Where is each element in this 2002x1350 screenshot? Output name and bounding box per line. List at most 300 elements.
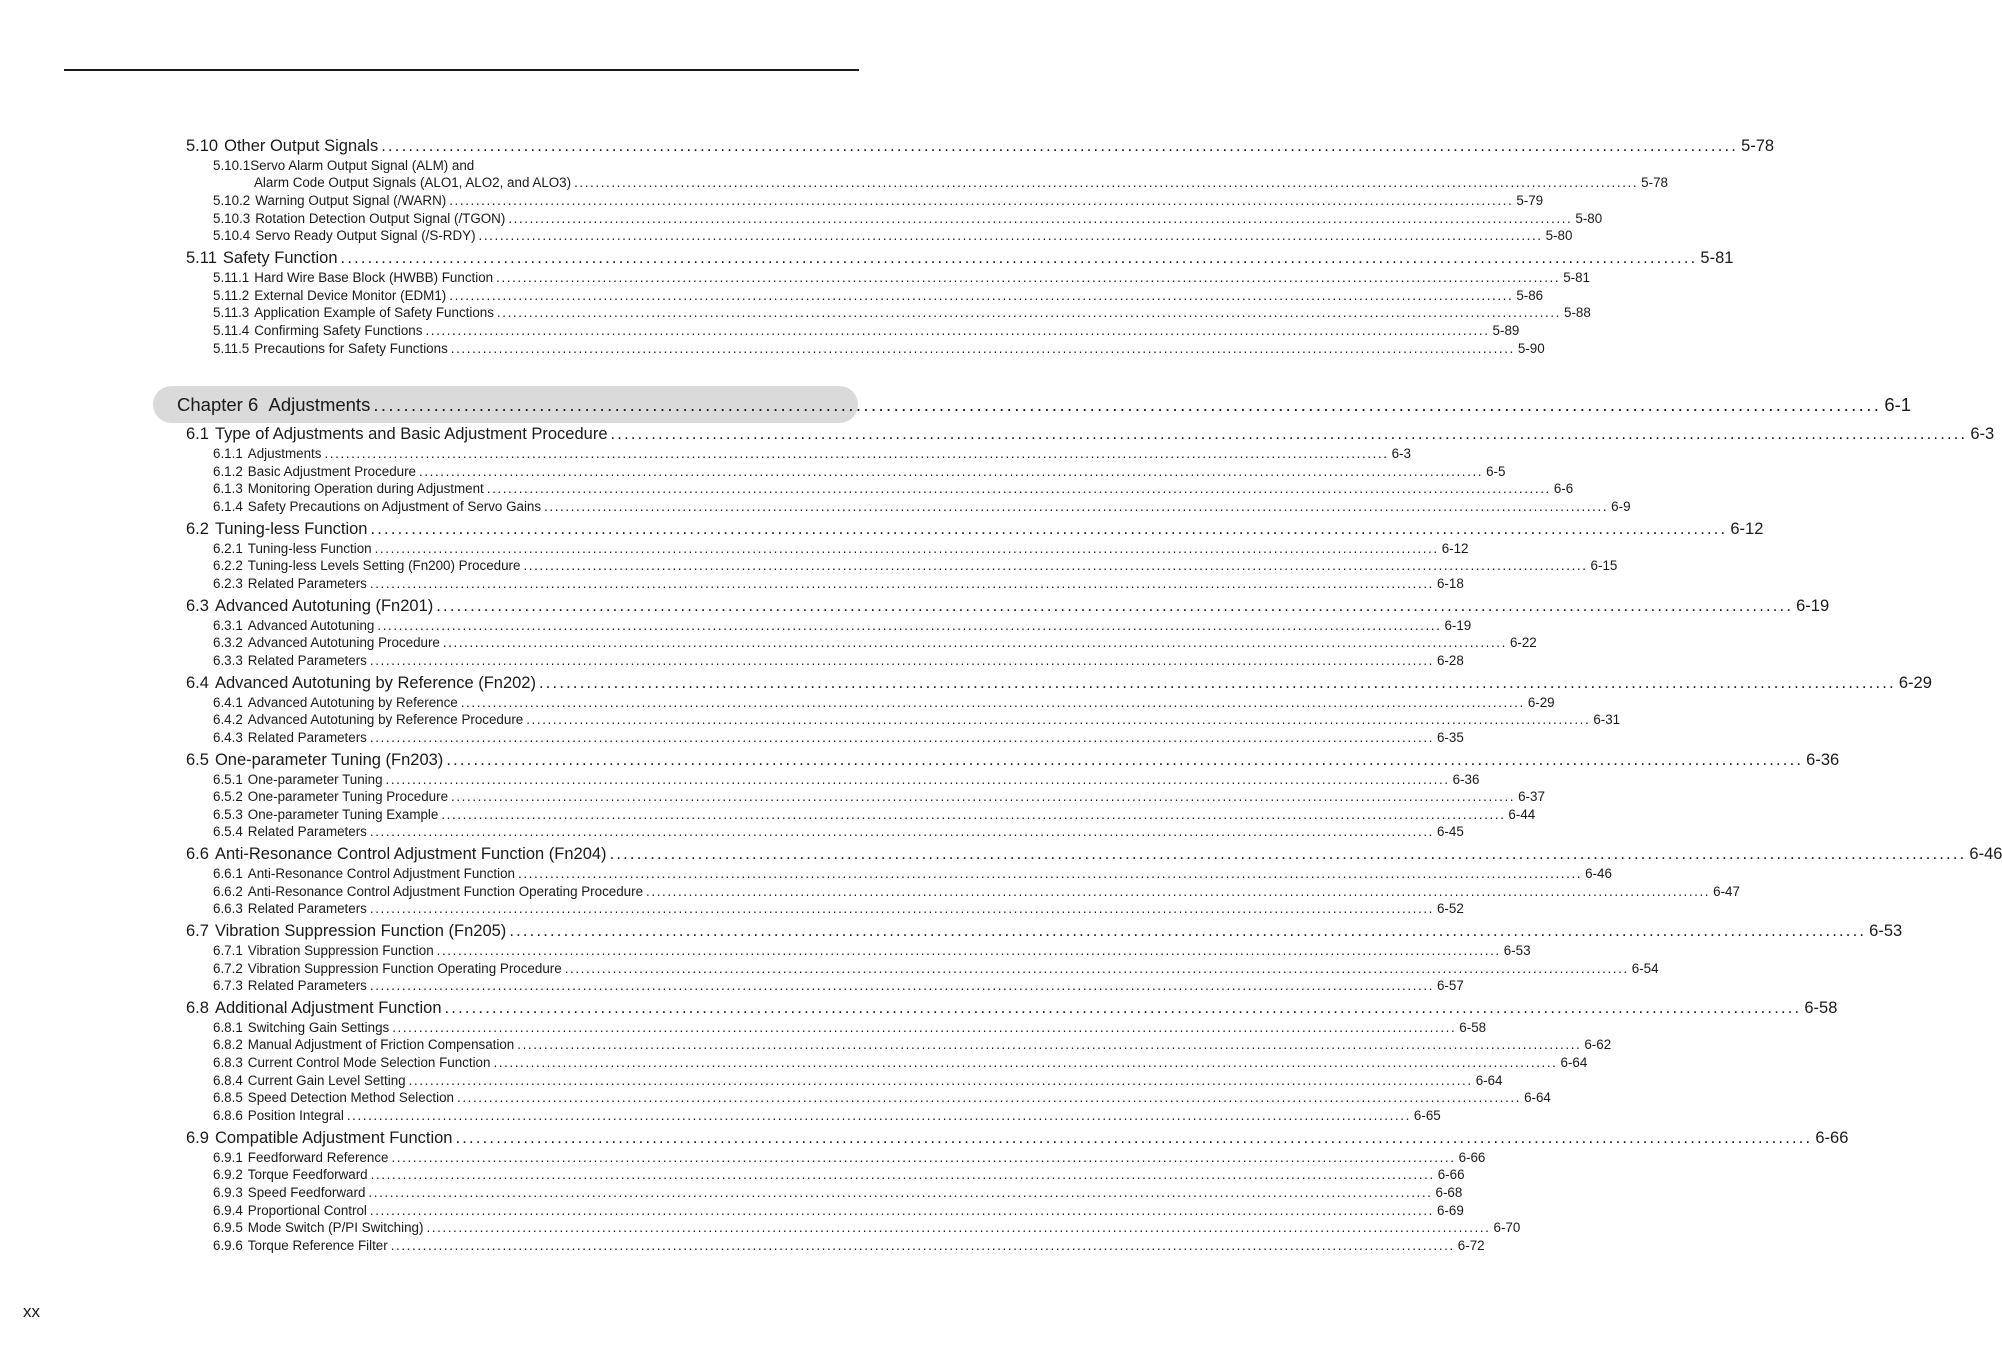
dot-leader: ........................................................................................................................................................................................................ bbox=[496, 305, 1561, 320]
toc-entry-title bbox=[186, 249, 338, 268]
toc-entry-number: 5.11.5 bbox=[213, 341, 250, 356]
toc-subsection-entry[interactable] bbox=[213, 1150, 1486, 1165]
toc-entry-text: One-parameter Tuning Example bbox=[247, 807, 439, 822]
toc-entry-title bbox=[177, 394, 370, 416]
toc-section-entry[interactable] bbox=[186, 1129, 1849, 1148]
toc-subsection-entry[interactable] bbox=[213, 695, 1555, 710]
toc-entry-number: 6.1 bbox=[186, 425, 209, 443]
toc-entry-title bbox=[213, 193, 446, 208]
toc-page-ref: 6-66 bbox=[1458, 1150, 1486, 1165]
toc-page-ref: 6-46 bbox=[1969, 845, 2002, 863]
dot-leader: ........................................................................................................................................................................................................ bbox=[370, 1167, 1435, 1182]
toc-subsection-entry[interactable] bbox=[213, 481, 1574, 496]
toc-entry-text: Speed Feedforward bbox=[247, 1185, 366, 1200]
toc-entry-title bbox=[213, 695, 458, 710]
toc-page-ref: 6-28 bbox=[1436, 653, 1464, 668]
toc-entry-title bbox=[186, 999, 442, 1018]
toc-subsection-entry[interactable] bbox=[213, 1220, 1521, 1235]
toc-subsection-entry[interactable] bbox=[254, 175, 1668, 190]
toc-entry-title bbox=[213, 1090, 454, 1105]
toc-subsection-entry[interactable] bbox=[213, 541, 1469, 556]
toc-page-ref: 6-44 bbox=[1508, 807, 1536, 822]
toc-entry-title bbox=[213, 323, 422, 338]
toc-entry-title bbox=[213, 789, 448, 804]
dot-leader: ........................................................................................................................................................................................................ bbox=[369, 1203, 1434, 1218]
toc-entry-number: 5.11.1 bbox=[213, 270, 250, 285]
toc-entry-text: Vibration Suppression Function (Fn205) bbox=[214, 922, 507, 940]
toc-entry-title bbox=[213, 824, 367, 839]
toc-section-entry[interactable] bbox=[186, 845, 2002, 864]
dot-leader: ........................................................................................................................................................................................................ bbox=[426, 1220, 1491, 1235]
dot-leader: ........................................................................................................................................................................................................ bbox=[460, 695, 1525, 710]
toc-entry-title bbox=[213, 866, 515, 881]
toc-entry-text: Torque Reference Filter bbox=[247, 1238, 388, 1253]
toc-subsection-entry[interactable] bbox=[213, 1073, 1503, 1088]
toc-entry-number: 6.3.3 bbox=[213, 653, 243, 668]
toc-section-entry[interactable] bbox=[186, 249, 1734, 268]
dot-leader: ........................................................................................................................................................................................................ bbox=[457, 1090, 1522, 1105]
toc-entry-number: 6.6 bbox=[186, 845, 209, 863]
toc-subsection-entry[interactable] bbox=[213, 446, 1411, 461]
toc-page-ref: 6-18 bbox=[1436, 576, 1464, 591]
toc-entry-text: Related Parameters bbox=[247, 901, 367, 916]
toc-subsection-entry[interactable] bbox=[213, 1185, 1463, 1200]
toc-entry-text: Anti-Resonance Control Adjustment Function bbox=[247, 866, 516, 881]
toc-entry-number: 6.9.2 bbox=[213, 1167, 243, 1182]
toc-page-ref: 6-66 bbox=[1815, 1129, 1849, 1147]
toc-page-ref: 6-12 bbox=[1730, 520, 1764, 538]
toc-entry-number: 6.2.3 bbox=[213, 576, 243, 591]
toc-entry-title bbox=[213, 618, 374, 633]
toc-entry-text: Anti-Resonance Control Adjustment Function (Fn204) bbox=[214, 845, 607, 863]
toc-entry-text: Advanced Autotuning Procedure bbox=[247, 635, 440, 650]
toc-subsection-entry[interactable] bbox=[213, 1090, 1551, 1105]
toc-entry-title bbox=[213, 1238, 388, 1253]
toc-page-ref: 6-58 bbox=[1459, 1020, 1487, 1035]
toc-entry-title bbox=[213, 1203, 367, 1218]
dot-leader: ........................................................................................................................................................................................................ bbox=[508, 211, 1573, 226]
toc-entry-text: Adjustments bbox=[247, 446, 322, 461]
toc-entry-number: 6.9.5 bbox=[213, 1220, 243, 1235]
toc-subsection-entry[interactable] bbox=[213, 323, 1520, 338]
dot-leader: ........................................................................................................................................................................................................ bbox=[544, 499, 1609, 514]
toc-entry-number: 6.9.3 bbox=[213, 1185, 243, 1200]
toc-subsection-entry[interactable] bbox=[213, 158, 836, 173]
toc-section-entry[interactable] bbox=[186, 520, 1764, 539]
toc-entry-number: 5.10 bbox=[186, 137, 219, 155]
dot-leader: ........................................................................................................................................................................................................ bbox=[385, 772, 1450, 787]
toc-subsection-entry[interactable] bbox=[213, 824, 1464, 839]
toc-entry-title bbox=[213, 305, 494, 320]
dot-leader: ........................................................................................................................................................................................................ bbox=[455, 1129, 1813, 1147]
toc-entry-number: 6.7.2 bbox=[213, 961, 243, 976]
toc-section-entry[interactable] bbox=[186, 137, 1775, 156]
toc-entry-number: 6.1.1 bbox=[213, 446, 243, 461]
toc-subsection-entry[interactable] bbox=[213, 341, 1545, 356]
toc-entry-text: Speed Detection Method Selection bbox=[247, 1090, 454, 1105]
toc-entry-title bbox=[213, 978, 367, 993]
toc-subsection-entry[interactable] bbox=[213, 772, 1480, 787]
toc-page-ref: 6-54 bbox=[1631, 961, 1659, 976]
dot-leader: ........................................................................................................................................................................................................ bbox=[392, 1020, 1457, 1035]
toc-page-ref: 5-78 bbox=[1741, 137, 1775, 155]
toc-entry-text: Type of Adjustments and Basic Adjustment Procedure bbox=[214, 425, 608, 443]
toc-subsection-entry[interactable] bbox=[213, 270, 1591, 285]
toc-entry-title bbox=[213, 558, 520, 573]
toc-page-ref: 5-81 bbox=[1563, 270, 1591, 285]
dot-leader: ........................................................................................................................................................................................................ bbox=[518, 866, 1583, 881]
dot-leader: ........................................................................................................................................................................................................ bbox=[451, 789, 1516, 804]
toc-entry-text: Advanced Autotuning by Reference Procedure bbox=[247, 712, 524, 727]
toc-subsection-entry[interactable] bbox=[213, 1238, 1485, 1253]
toc-subsection-entry[interactable] bbox=[213, 961, 1659, 976]
toc-entry-title bbox=[186, 1129, 452, 1148]
toc-entry-number: 6.6.1 bbox=[213, 866, 243, 881]
toc-entry-number: 5.11.3 bbox=[213, 305, 250, 320]
toc-entry-number: 6.9.4 bbox=[213, 1203, 243, 1218]
toc-subsection-entry[interactable] bbox=[213, 866, 1612, 881]
toc-entry-text: Rotation Detection Output Signal (/TGON) bbox=[255, 211, 506, 226]
toc-page-ref: 6-72 bbox=[1457, 1238, 1485, 1253]
dot-leader: ........................................................................................................................................................................................................ bbox=[610, 425, 1968, 443]
dot-leader: ........................................................................................................................................................................................................ bbox=[369, 901, 1434, 916]
dot-leader: ........................................................................................................................................................................................................ bbox=[574, 175, 1639, 190]
dot-leader: ........................................................................................................................................................................................................ bbox=[436, 943, 1501, 958]
toc-subsection-entry[interactable] bbox=[213, 943, 1531, 958]
toc-page-ref: 6-46 bbox=[1585, 866, 1612, 881]
toc-subsection-entry[interactable] bbox=[213, 1167, 1465, 1182]
toc-entry-title bbox=[213, 1055, 490, 1070]
toc-subsection-entry[interactable] bbox=[213, 288, 1544, 303]
toc-entry-text: Vibration Suppression Function Operating Procedure bbox=[247, 961, 562, 976]
toc-entry-text: Related Parameters bbox=[247, 653, 367, 668]
toc-subsection-entry[interactable] bbox=[213, 228, 1573, 243]
toc-entry-number: 6.7 bbox=[186, 922, 209, 940]
toc-entry-text: Advanced Autotuning by Reference (Fn202) bbox=[214, 674, 536, 692]
toc-section-entry[interactable] bbox=[186, 999, 1838, 1018]
toc-page-ref: 6-1 bbox=[1884, 394, 1912, 415]
toc-subsection-entry[interactable] bbox=[213, 558, 1618, 573]
toc-entry-title bbox=[213, 1185, 365, 1200]
toc-page-ref: 6-6 bbox=[1553, 481, 1574, 496]
toc-entry-title bbox=[213, 158, 474, 173]
dot-leader: ........................................................................................................................................................................................................ bbox=[381, 137, 1739, 155]
toc-entry-text: Advanced Autotuning bbox=[247, 618, 375, 633]
toc-page-ref: 6-37 bbox=[1518, 789, 1545, 804]
toc-subsection-entry[interactable] bbox=[213, 1037, 1612, 1052]
dot-leader: ........................................................................................................................................................................................................ bbox=[369, 653, 1434, 668]
toc-entry-title bbox=[213, 772, 383, 787]
toc-entry-number: 5.11.4 bbox=[213, 323, 250, 338]
toc-entry-title bbox=[213, 446, 321, 461]
toc-entry-text: Alarm Code Output Signals (ALO1, ALO2, and ALO3) bbox=[254, 175, 572, 190]
toc-subsection-entry[interactable] bbox=[213, 712, 1621, 727]
toc-entry-title bbox=[213, 288, 446, 303]
toc-entry-title bbox=[213, 481, 484, 496]
toc-entry-number: 6.8.3 bbox=[213, 1055, 243, 1070]
dot-leader: ........................................................................................................................................................................................................ bbox=[425, 323, 1490, 338]
toc-entry-title bbox=[213, 1073, 406, 1088]
toc-section-entry[interactable] bbox=[186, 425, 1995, 444]
toc-page-ref: 6-69 bbox=[1436, 1203, 1464, 1218]
toc-page-ref: 6-29 bbox=[1527, 695, 1555, 710]
toc-page-ref: 6-53 bbox=[1869, 922, 1903, 940]
toc-entry-text: Hard Wire Base Block (HWBB) Function bbox=[254, 270, 494, 285]
toc-entry-number: 6.4.3 bbox=[213, 730, 243, 745]
toc-subsection-entry[interactable] bbox=[213, 635, 1537, 650]
toc-entry-text: Other Output Signals bbox=[224, 137, 379, 155]
toc-page-ref: 6-45 bbox=[1436, 824, 1464, 839]
toc-section-entry[interactable] bbox=[186, 597, 1830, 616]
toc-page-ref: 6-19 bbox=[1796, 597, 1830, 615]
dot-leader: ........................................................................................................................................................................................................ bbox=[442, 635, 1507, 650]
toc-entry-number: Chapter 6 bbox=[177, 394, 259, 415]
toc-entry-number: 5.10.4 bbox=[213, 228, 251, 243]
toc-entry-number: 6.8.4 bbox=[213, 1073, 243, 1088]
toc-page-ref: 6-29 bbox=[1898, 674, 1932, 692]
dot-leader: ........................................................................................................................................................................................................ bbox=[523, 558, 1588, 573]
toc-entry-number: 6.4.1 bbox=[213, 695, 243, 710]
dot-leader: ........................................................................................................................................................................................................ bbox=[609, 845, 1967, 863]
toc-entry-number: 6.1.3 bbox=[213, 481, 243, 496]
toc-entry-number: 6.5.2 bbox=[213, 789, 243, 804]
toc-entry-text: Torque Feedforward bbox=[247, 1167, 368, 1182]
dot-leader: ........................................................................................................................................................................................................ bbox=[444, 999, 1802, 1017]
toc-page-ref: 6-12 bbox=[1441, 541, 1469, 556]
toc-entry-number: 6.4 bbox=[186, 674, 209, 692]
toc-entry-text: One-parameter Tuning Procedure bbox=[247, 789, 449, 804]
toc-page-ref: 5-89 bbox=[1492, 323, 1520, 338]
toc-subsection-entry[interactable] bbox=[213, 901, 1464, 916]
toc-entry-text: Precautions for Safety Functions bbox=[254, 341, 448, 356]
toc-entry-title bbox=[186, 597, 433, 616]
dot-leader: ........................................................................................................................................................................................................ bbox=[369, 824, 1434, 839]
toc-entry-text: Related Parameters bbox=[247, 730, 367, 745]
toc-entry-title bbox=[186, 845, 607, 864]
toc-entry-title bbox=[213, 464, 416, 479]
toc-subsection-entry[interactable] bbox=[213, 807, 1536, 822]
toc-page-ref: 6-52 bbox=[1436, 901, 1464, 916]
toc-entry-title bbox=[213, 635, 440, 650]
toc-page-ref: 6-36 bbox=[1806, 751, 1840, 769]
toc-entry-number: 6.8.6 bbox=[213, 1108, 243, 1123]
toc-entry-title bbox=[213, 884, 643, 899]
toc-entry-text: Related Parameters bbox=[247, 824, 367, 839]
dot-leader: ........................................................................................................................................................................................................ bbox=[346, 1108, 1411, 1123]
dot-leader: ........................................................................................................................................................................................................ bbox=[369, 576, 1434, 591]
toc-entry-number: 5.11 bbox=[186, 249, 217, 267]
dot-leader: ........................................................................................................................................................................................................ bbox=[486, 481, 1551, 496]
toc-entry-number: 5.11.2 bbox=[213, 288, 250, 303]
header-rule bbox=[64, 69, 859, 71]
toc-subsection-entry[interactable] bbox=[213, 211, 1603, 226]
dot-leader: ........................................................................................................................................................................................................ bbox=[450, 341, 1515, 356]
toc-page-ref: 6-53 bbox=[1503, 943, 1531, 958]
toc-entry-title bbox=[213, 730, 367, 745]
toc-subsection-entry[interactable] bbox=[213, 499, 1631, 514]
toc-page-ref: 6-70 bbox=[1493, 1220, 1521, 1235]
toc-subsection-entry[interactable] bbox=[213, 653, 1464, 668]
toc-entry-number: 6.5.3 bbox=[213, 807, 243, 822]
toc-page-ref: 6-31 bbox=[1593, 712, 1621, 727]
toc-page-ref: 5-81 bbox=[1700, 249, 1734, 267]
toc-entry-text: Monitoring Operation during Adjustment bbox=[247, 481, 484, 496]
toc-entry-title bbox=[213, 653, 367, 668]
toc-page-ref: 5-90 bbox=[1517, 341, 1545, 356]
toc-page-ref: 6-64 bbox=[1524, 1090, 1551, 1105]
toc-entry-number: 6.3.1 bbox=[213, 618, 243, 633]
toc-page-ref: 6-65 bbox=[1413, 1108, 1441, 1123]
toc-section-entry[interactable] bbox=[186, 674, 1932, 693]
toc-entry-number: 6.3 bbox=[186, 597, 209, 615]
toc-entry-text: Related Parameters bbox=[247, 978, 367, 993]
dot-leader: ........................................................................................................................................................................................................ bbox=[478, 228, 1543, 243]
toc-entry-number: 6.2 bbox=[186, 520, 209, 538]
toc-section-entry[interactable] bbox=[186, 922, 1903, 941]
toc-subsection-entry[interactable] bbox=[213, 576, 1464, 591]
toc-entry-title bbox=[213, 499, 541, 514]
page-number: xx bbox=[23, 1302, 40, 1321]
dot-leader: ........................................................................................................................................................................................................ bbox=[436, 597, 1794, 615]
toc-entry-number: 6.6.3 bbox=[213, 901, 243, 916]
toc-entry-number: 6.8.2 bbox=[213, 1037, 243, 1052]
toc-subsection-entry[interactable] bbox=[213, 464, 1506, 479]
toc-entry-text: Servo Alarm Output Signal (ALM) and bbox=[250, 158, 475, 173]
dot-leader: ........................................................................................................................................................................................................ bbox=[390, 1238, 1455, 1253]
toc-entry-text: Confirming Safety Functions bbox=[254, 323, 423, 338]
toc-entry-text: Feedforward Reference bbox=[247, 1150, 389, 1165]
toc-entry-title bbox=[213, 270, 493, 285]
toc-page-ref: 5-80 bbox=[1575, 211, 1603, 226]
toc-subsection-entry[interactable] bbox=[213, 730, 1464, 745]
dot-leader: ........................................................................................................................................................................................................ bbox=[373, 394, 1882, 415]
toc-entry-title bbox=[213, 1108, 344, 1123]
toc-subsection-entry[interactable] bbox=[213, 193, 1544, 208]
toc-entry-number: 6.9.1 bbox=[213, 1150, 243, 1165]
toc-entry-text: Position Integral bbox=[247, 1108, 344, 1123]
dot-leader: ........................................................................................................................................................................................................ bbox=[324, 446, 1389, 461]
toc-entry-text: Anti-Resonance Control Adjustment Function Operating Procedure bbox=[247, 884, 644, 899]
toc-entry-number: 6.1.2 bbox=[213, 464, 243, 479]
toc-subsection-entry[interactable] bbox=[213, 1020, 1487, 1035]
toc-entry-text: Application Example of Safety Functions bbox=[254, 305, 494, 320]
toc-entry-text: Manual Adjustment of Friction Compensation bbox=[247, 1037, 515, 1052]
dot-leader: ........................................................................................................................................................................................................ bbox=[509, 922, 1867, 940]
toc-entry-text: Advanced Autotuning by Reference bbox=[247, 695, 458, 710]
toc-entry-number: 6.8.1 bbox=[213, 1020, 243, 1035]
toc-entry-text: Basic Adjustment Procedure bbox=[247, 464, 417, 479]
toc-page-ref: 6-64 bbox=[1560, 1055, 1588, 1070]
toc-entry-title bbox=[213, 807, 438, 822]
toc-entry-title bbox=[186, 922, 506, 941]
toc-entry-text: Safety Precautions on Adjustment of Servo Gains bbox=[247, 499, 542, 514]
dot-leader: ........................................................................................................................................................................................................ bbox=[369, 730, 1434, 745]
toc-entry-number: 6.6.2 bbox=[213, 884, 243, 899]
toc-entry-text: Advanced Autotuning (Fn201) bbox=[214, 597, 434, 615]
toc-subsection-entry[interactable] bbox=[213, 618, 1472, 633]
dot-leader: ........................................................................................................................................................................................................ bbox=[441, 807, 1506, 822]
toc-subsection-entry[interactable] bbox=[213, 978, 1464, 993]
toc-page-ref: 5-88 bbox=[1564, 305, 1591, 320]
toc-entry-title bbox=[213, 211, 505, 226]
toc-page-ref: 5-79 bbox=[1516, 193, 1544, 208]
dot-leader: ........................................................................................................................................................................................................ bbox=[340, 249, 1698, 267]
toc-subsection-entry[interactable] bbox=[213, 1203, 1464, 1218]
toc-entry-number: 6.2.2 bbox=[213, 558, 243, 573]
toc-entry-text: Additional Adjustment Function bbox=[214, 999, 442, 1017]
toc-page-ref: 6-66 bbox=[1437, 1167, 1465, 1182]
toc-page-ref: 5-86 bbox=[1516, 288, 1544, 303]
dot-leader: ........................................................................................................................................................................................................ bbox=[368, 1185, 1433, 1200]
toc-page-ref: 6-35 bbox=[1436, 730, 1464, 745]
toc-entry-number: 6.2.1 bbox=[213, 541, 243, 556]
toc-page-ref: 6-3 bbox=[1970, 425, 1995, 443]
dot-leader: ........................................................................................................................................................................................................ bbox=[449, 193, 1514, 208]
toc-entry-text: Tuning-less Function bbox=[214, 520, 368, 538]
toc-page-ref: 6-19 bbox=[1444, 618, 1472, 633]
toc-page-ref: 6-62 bbox=[1584, 1037, 1612, 1052]
toc-entry-text: Safety Function bbox=[222, 249, 338, 267]
toc-subsection-entry[interactable] bbox=[213, 789, 1545, 804]
toc-entry-number: 6.5 bbox=[186, 751, 209, 769]
toc-subsection-entry[interactable] bbox=[213, 305, 1591, 320]
toc-entry-number: 6.8 bbox=[186, 999, 209, 1017]
toc-page-ref: 6-36 bbox=[1452, 772, 1480, 787]
toc-entry-title bbox=[186, 674, 536, 693]
dot-leader: ........................................................................................................................................................................................................ bbox=[374, 541, 1439, 556]
toc-entry-title bbox=[213, 541, 372, 556]
toc-entry-title bbox=[213, 341, 448, 356]
toc-entry-number: 6.8.5 bbox=[213, 1090, 243, 1105]
dot-leader: ........................................................................................................................................................................................................ bbox=[517, 1037, 1582, 1052]
toc-entry-text: Warning Output Signal (/WARN) bbox=[255, 193, 447, 208]
dot-leader: ........................................................................................................................................................................................................ bbox=[369, 978, 1434, 993]
toc-page-ref: 6-64 bbox=[1475, 1073, 1503, 1088]
toc-page-ref: 6-58 bbox=[1804, 999, 1838, 1017]
toc-entry-text: Proportional Control bbox=[247, 1203, 367, 1218]
toc-entry-title bbox=[213, 961, 562, 976]
toc-entry-text: Mode Switch (P/PI Switching) bbox=[247, 1220, 424, 1235]
toc-entry-title bbox=[213, 228, 476, 243]
toc-subsection-entry[interactable] bbox=[213, 1055, 1588, 1070]
toc-entry-text: Tuning-less Levels Setting (Fn200) Procedure bbox=[247, 558, 521, 573]
toc-entry-text: Related Parameters bbox=[247, 576, 367, 591]
toc-entry-text: One-parameter Tuning bbox=[247, 772, 383, 787]
toc-entry-number: 6.5.1 bbox=[213, 772, 243, 787]
toc-entry-text: Tuning-less Function bbox=[247, 541, 372, 556]
toc-page-ref: 6-57 bbox=[1436, 978, 1464, 993]
toc-section-entry[interactable] bbox=[186, 751, 1840, 770]
toc-entry-text: Current Control Mode Selection Function bbox=[247, 1055, 491, 1070]
toc-subsection-entry[interactable] bbox=[213, 1108, 1441, 1123]
toc-page-ref: 6-5 bbox=[1486, 464, 1506, 479]
toc-page-ref: 5-80 bbox=[1545, 228, 1573, 243]
toc-entry-number: 6.3.2 bbox=[213, 635, 243, 650]
toc-entry-number: 6.9.6 bbox=[213, 1238, 243, 1253]
toc-entry-title bbox=[186, 137, 378, 156]
toc-entry-number: 6.7.3 bbox=[213, 978, 243, 993]
toc-entry-text: Vibration Suppression Function bbox=[247, 943, 434, 958]
dot-leader: ........................................................................................................................................................................................................ bbox=[526, 712, 1591, 727]
toc-subsection-entry[interactable] bbox=[213, 884, 1740, 899]
toc-entry-title bbox=[186, 751, 443, 770]
dot-leader: ........................................................................................................................................................................................................ bbox=[377, 618, 1442, 633]
toc-page-ref: 6-22 bbox=[1509, 635, 1537, 650]
toc-page-ref: 6-47 bbox=[1713, 884, 1740, 899]
toc-chapter-entry[interactable] bbox=[177, 394, 1912, 416]
toc-entry-number: 6.5.4 bbox=[213, 824, 243, 839]
toc-entry-title bbox=[186, 425, 608, 444]
